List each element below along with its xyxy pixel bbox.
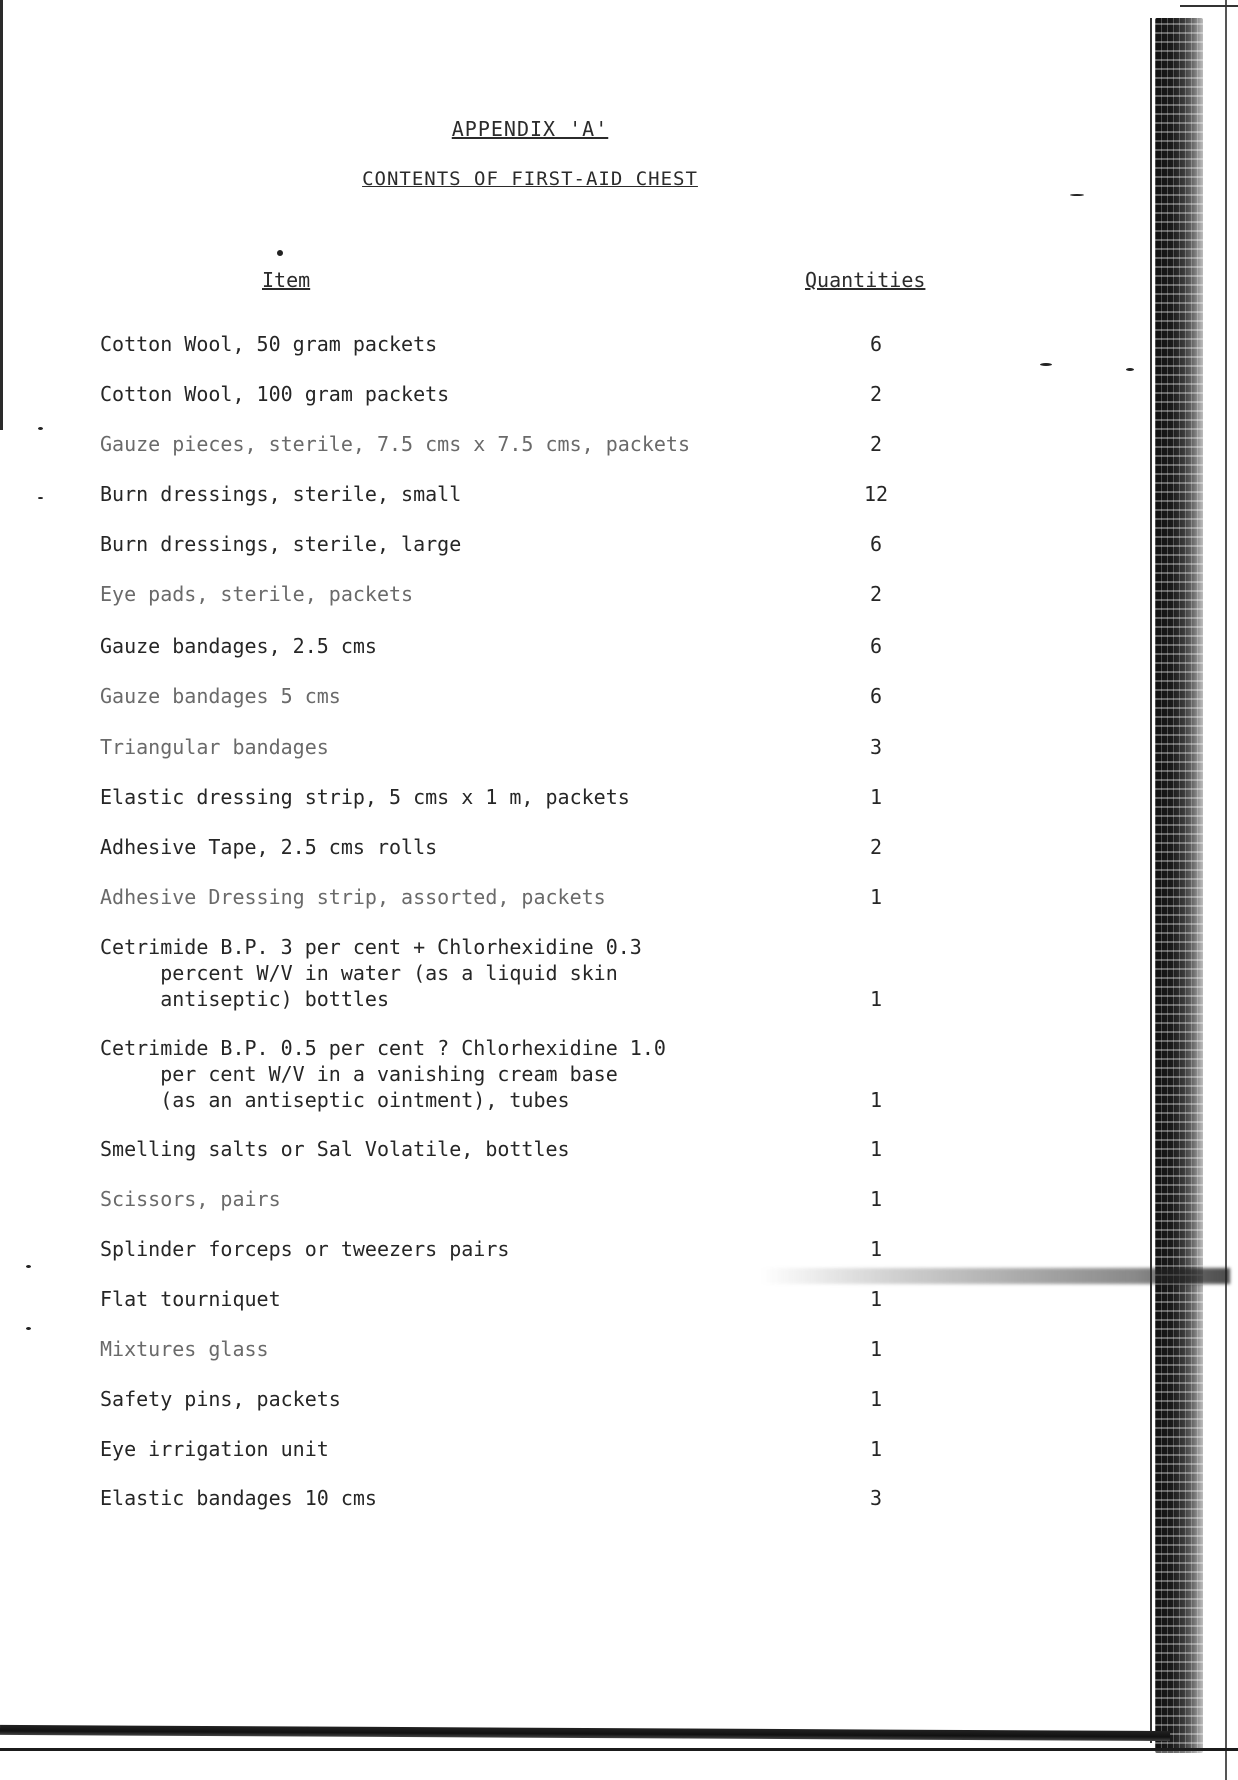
item-row-quantity: 2 [869, 582, 883, 606]
right-outer-border [1225, 0, 1227, 1780]
item-row-label: Cotton Wool, 100 gram packets [100, 382, 450, 406]
item-row-quantity: 1 [869, 1088, 883, 1112]
item-row-label: Gauze bandages, 2.5 cms [100, 634, 377, 658]
speck [38, 497, 43, 499]
speck [38, 427, 43, 430]
appendix-title: APPENDIX 'A' [451, 117, 609, 141]
item-row-label: Eye irrigation unit [100, 1437, 329, 1461]
speck [1070, 194, 1084, 196]
item-row-quantity: 1 [869, 1387, 883, 1411]
item-row-label: Adhesive Dressing strip, assorted, packets [100, 885, 606, 909]
item-row-quantity: 1 [869, 987, 883, 1011]
item-row-quantity: 6 [869, 532, 883, 556]
item-row-quantity: 1 [869, 1287, 883, 1311]
item-row-quantity: 3 [869, 1486, 883, 1510]
item-row-quantity: 1 [869, 1437, 883, 1461]
item-row-label: Elastic bandages 10 cms [100, 1486, 377, 1510]
speck [1040, 363, 1052, 366]
item-row-label: Gauze pieces, sterile, 7.5 cms x 7.5 cms, packets [100, 432, 691, 456]
item-row-quantity: 1 [869, 1187, 883, 1211]
left-margin-rule [0, 0, 3, 430]
item-row-quantity: 3 [869, 735, 883, 759]
item-row-label: Cetrimide B.P. 3 per cent + Chlorhexidine 0.3 percent W/V in water (as a liquid skin antiseptic) bottles [100, 935, 642, 1011]
item-row-quantity: 1 [869, 885, 883, 909]
item-row-label: Smelling salts or Sal Volatile, bottles [100, 1137, 570, 1161]
item-row-quantity: 6 [869, 684, 883, 708]
top-right-border [1180, 5, 1238, 7]
bottom-border [0, 1748, 1238, 1751]
speck [26, 1265, 31, 1268]
item-row-label: Splinder forceps or tweezers pairs [100, 1237, 510, 1261]
column-header-quantities: Quantities [805, 268, 926, 292]
speck [277, 250, 283, 256]
item-row-label: Safety pins, packets [100, 1387, 341, 1411]
item-row-label: Mixtures glass [100, 1337, 269, 1361]
speck [1126, 368, 1134, 371]
item-row-label: Eye pads, sterile, packets [100, 582, 414, 606]
item-row-label: Gauze bandages 5 cms [100, 684, 341, 708]
item-row-quantity: 6 [869, 634, 883, 658]
column-header-item: Item [262, 268, 311, 292]
item-row-quantity: 1 [869, 1137, 883, 1161]
bottom-scan-shadow [0, 1725, 1170, 1741]
item-row-label: Cetrimide B.P. 0.5 per cent ? Chlorhexidine 1.0 per cent W/V in a vanishing cream base (as an antiseptic ointment), tubes [100, 1036, 666, 1112]
item-row-quantity: 12 [863, 482, 889, 506]
item-row-label: Triangular bandages [100, 735, 329, 759]
item-row-label: Elastic dressing strip, 5 cms x 1 m, packets [100, 785, 630, 809]
item-row-label: Flat tourniquet [100, 1287, 281, 1311]
item-row-quantity: 1 [869, 785, 883, 809]
item-row-label: Scissors, pairs [100, 1187, 281, 1211]
item-row-quantity: 1 [869, 1337, 883, 1361]
item-row-quantity: 1 [869, 1237, 883, 1261]
speck [26, 1327, 31, 1330]
document-title: CONTENTS OF FIRST-AID CHEST [362, 168, 698, 190]
item-row-label: Burn dressings, sterile, large [100, 532, 462, 556]
item-row-quantity: 2 [869, 835, 883, 859]
item-row-label: Burn dressings, sterile, small [100, 482, 462, 506]
item-row-label: Cotton Wool, 50 gram packets [100, 332, 438, 356]
right-inner-border [1150, 18, 1152, 1743]
item-row-label: Adhesive Tape, 2.5 cms rolls [100, 835, 438, 859]
item-row-quantity: 2 [869, 432, 883, 456]
item-row-quantity: 6 [869, 332, 883, 356]
scan-edge-shadow [1155, 18, 1203, 1753]
scan-smudge [760, 1268, 1230, 1284]
item-row-quantity: 2 [869, 382, 883, 406]
